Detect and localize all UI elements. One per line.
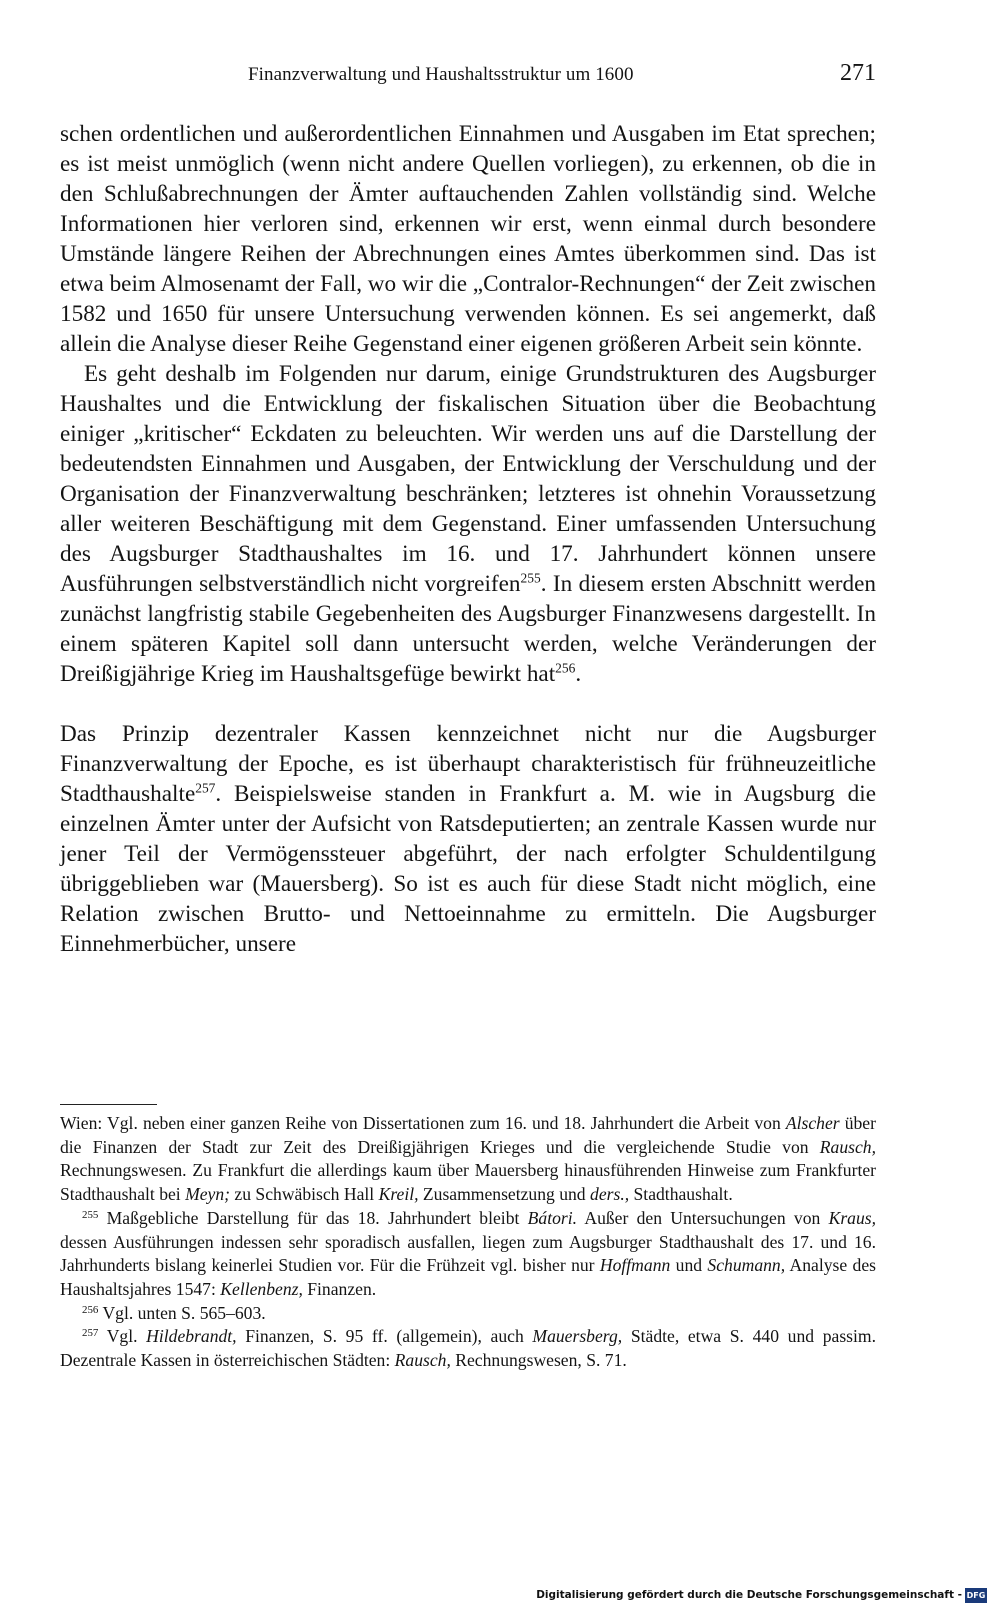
footnote-257: $^{257}$ Vgl. Hildebrandt, Finanzen, S. 95 ff. (allgemein), auch Mauersberg, Städte, etwa S. 440 und passim. Dezentrale Kassen in österreichischen Städten: Rausch, Rechnungswesen, S. 71. [60, 1326, 876, 1371]
page-number: 271 [840, 60, 876, 86]
footnote-number: 257 [82, 1327, 99, 1340]
footnote-number: 255 [82, 1208, 99, 1221]
credit-text: Digitalisierung gefördert durch die Deutsche Forschungsgemeinschaft - [536, 1589, 962, 1601]
footnote-255: $^{255}$ Maßgebliche Darstellung für das 18. Jahrhundert bleibt Bátori. Außer den Untersuchungen von Kraus, dessen Ausführungen indessen sehr sporadisch ausfallen, liegen zum Augsburger Stadthaushalt des 17. und 16. Jahrhunderts bislang keinerlei Studien vor. Für die Frühzeit vgl. bisher nur Hoffmann und Schumann, Analyse des Haushaltsjahres 1547: Kellenbenz, Finanzen. [60, 1207, 877, 1299]
footnote-ref-257[interactable]: 257 [195, 780, 216, 796]
footnotes [60, 1112, 876, 1373]
main-text [60, 119, 876, 959]
footnote-256: $^{256}$ Vgl. unten S. 565–603. [82, 1302, 266, 1323]
dfg-logo: DFG [965, 1588, 987, 1603]
footnote-ref-255[interactable]: 255 [520, 570, 541, 586]
footnote-divider [60, 1104, 157, 1105]
paragraph-2: Es geht deshalb im Folgenden nur darum, einige Grundstrukturen des Augsburger Haushaltes und die Entwicklung der fiskalischen Situation über die Beobachtung einiger „kritischer“ Eckdaten zu beleuchten. Wir werden uns auf die Darstellung der bedeutendsten Einnahmen und Ausgaben, der Entwicklung der Verschuldung und der Organisation der Finanzverwaltung beschränken; letzteres ist ohnehin Voraussetzung aller weiteren Beschäftigung mit dem Gegenstand. Einer umfassenden Untersuchung des Augsburger Stadthaushaltes im 16. und 17. Jahrhundert können unsere Ausführungen selbstverständlich nicht vorgreifen$^{255}$. In diesem ersten Abschnitt werden zunächst langfristig stabile Gegebenheiten des Augsburger Finanzwesens dargestellt. In einem späteren Kapitel soll dann untersucht werden, welche Veränderungen der Dreißigjährige Krieg im Haushaltsgefüge bewirkt hat$^{256}$. [60, 361, 876, 687]
paragraph-3: Das Prinzip dezentraler Kassen kennzeichnet nicht nur die Augsburger Finanzverwaltung der Epoche, es ist überhaupt charakteristisch für frühneuzeitliche Stadthaushalte$^{257}$. Beispielsweise standen in Frankfurt a. M. wie in Augsburg die einzelnen Ämter unter der Aufsicht von Ratsdeputierten; an zentrale Kassen wurde nur jener Teil der Vermögenssteuer abgeführt, der nach erfolgter Schuldentilgung übriggeblieben war (Mauersberg). So ist es auch für diese Stadt nicht möglich, eine Relation zwischen Brutto- und Nettoeinnahme zu ermitteln. Die Augsburger Einnehmerbücher, unsere [60, 721, 876, 957]
footnote-continuation: Wien: Vgl. neben einer ganzen Reihe von Dissertationen zum 16. und 18. Jahrhundert die Arbeit von Alscher über die Finanzen der Stadt zur Zeit des Dreißigjährigen Krieges und die vergleichende Studie von Rausch, Rechnungswesen. Zu Frankfurt die allerdings kaum über Mauersberg hinausführenden Hinweise zum Frankfurter Stadthaushalt bei Meyn; zu Schwäbisch Hall Kreil, Zusammensetzung und ders., Stadthaushalt. [60, 1113, 876, 1205]
running-title: Finanzverwaltung und Haushaltsstruktur um 1600 [248, 64, 634, 85]
digitization-credit [536, 1585, 987, 1605]
page-header [60, 62, 876, 92]
footnote-number: 256 [82, 1303, 99, 1316]
paragraph-1: schen ordentlichen und außerordentlichen Einnahmen und Ausgaben im Etat sprechen; es ist meist unmöglich (wenn nicht andere Quellen vorliegen), zu erkennen, ob die in den Schlußabrechnungen der Ämter auftauchenden Zahlen vollständig sind. Welche Informationen hier verloren sind, erkennen wir erst, wenn einmal durch besondere Umstände längere Reihen der Abrechnungen eines Amtes überkommen sind. Das ist etwa beim Almosenamt der Fall, wo wir die „Contralor-Rechnungen“ der Zeit zwischen 1582 und 1650 für unsere Untersuchung verwenden können. Es sei angemerkt, daß allein die Analyse dieser Reihe Gegenstand einer eigenen größeren Arbeit sein könnte. [60, 121, 876, 357]
footnote-ref-256[interactable]: 256 [555, 660, 576, 676]
